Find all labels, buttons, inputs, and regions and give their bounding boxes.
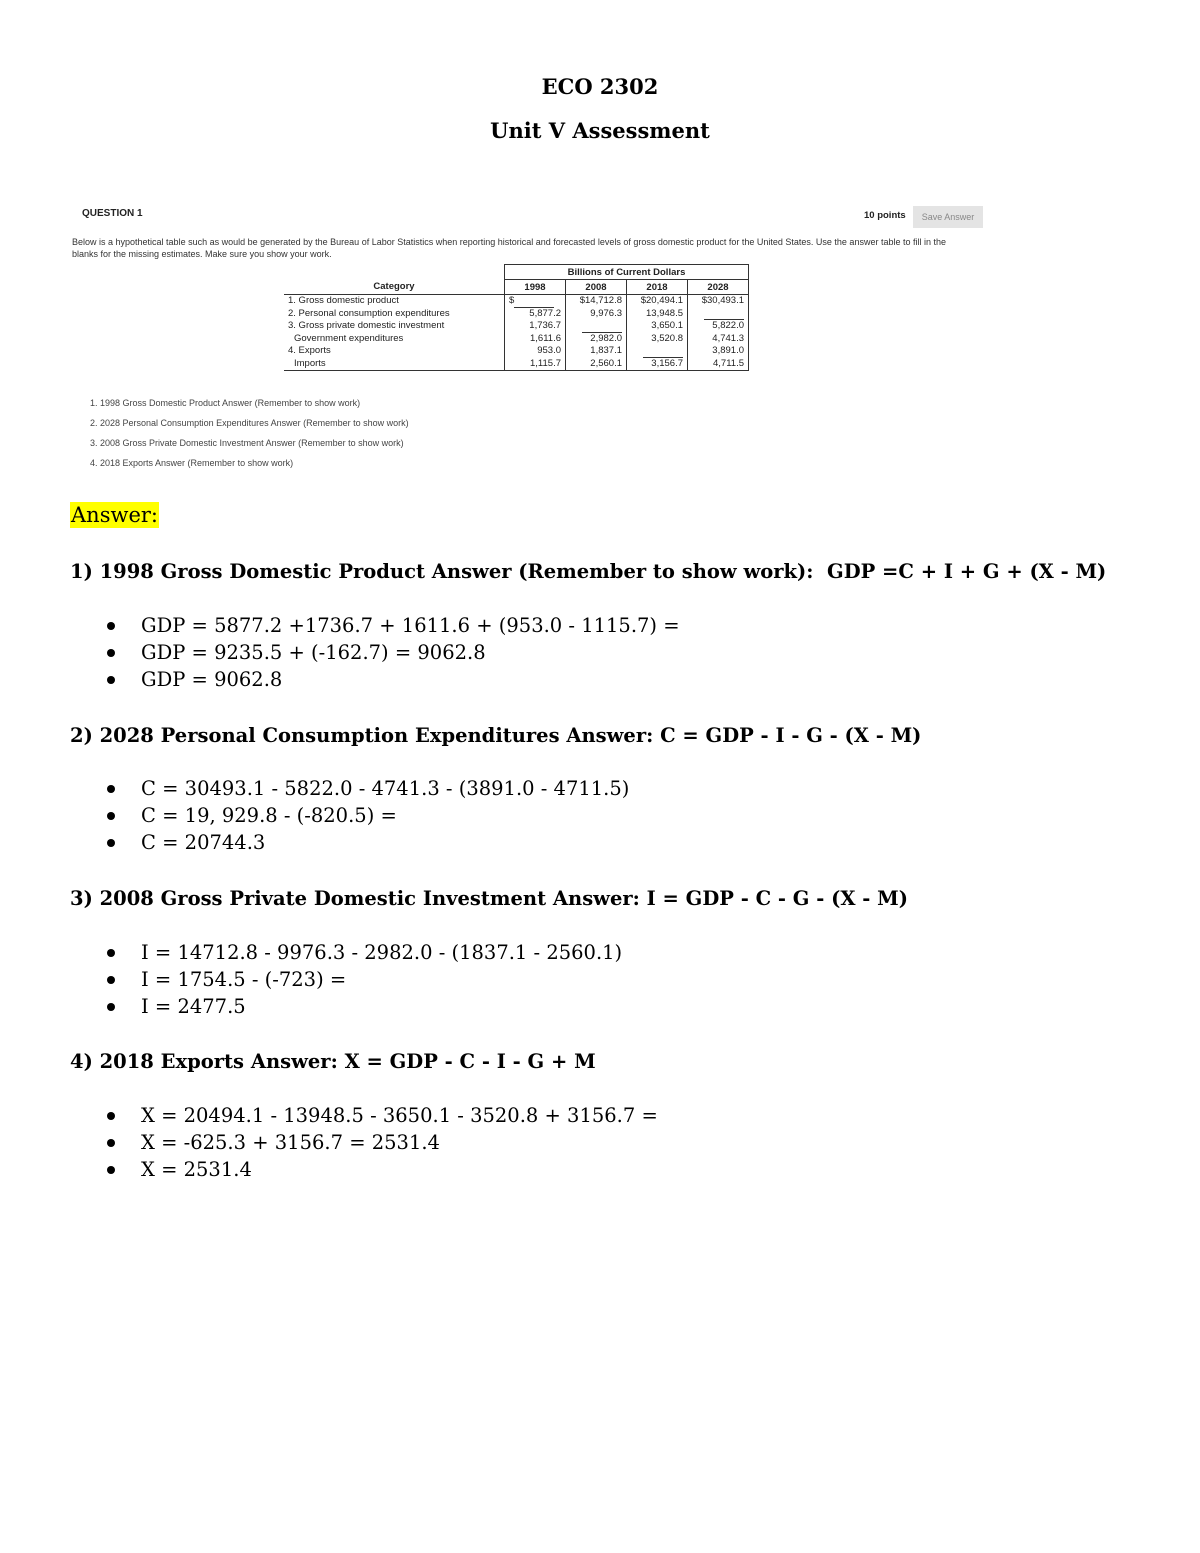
row-value: 1,611.6	[505, 333, 566, 346]
question-intro: Below is a hypothetical table such as would be generated by the Bureau of Labor Statistics when reporting historical and forecasted levels of gross domestic product for the United States. Use the answer table to fill in the blanks for the missing estimates. Make sure you show your work.	[72, 237, 946, 259]
list-item: GDP = 9062.8	[70, 666, 680, 693]
row-value: 2,982.0	[566, 333, 627, 346]
row-value: 3,650.1	[627, 320, 688, 333]
row-value: 3,520.8	[627, 333, 688, 346]
question-screenshot	[72, 200, 987, 480]
list-item: I = 2477.5	[70, 993, 622, 1020]
question-text: 4) 2018 Exports Answer:	[70, 1050, 338, 1073]
answer-question-2	[70, 724, 921, 747]
answer-steps-2	[70, 775, 629, 856]
year-header: 2018	[627, 280, 688, 295]
row-value: $20,494.1	[627, 295, 688, 308]
answer-steps-3	[70, 939, 622, 1020]
answer-steps-4	[70, 1102, 658, 1183]
list-item: X = -625.3 + 3156.7 = 2531.4	[70, 1129, 658, 1156]
year-header: 2008	[566, 280, 627, 295]
answer-label: Answer:	[71, 503, 158, 527]
document-title: Unit V Assessment	[490, 118, 710, 143]
row-value: 3,891.0	[688, 345, 749, 358]
table-row	[284, 358, 749, 371]
row-value: 13,948.5	[627, 308, 688, 321]
table-row	[284, 295, 749, 308]
row-category: 4. Exports	[288, 345, 331, 356]
gdp-table	[284, 264, 749, 371]
sub-question: 1. 1998 Gross Domestic Product Answer (Remember to show work)	[90, 398, 361, 408]
save-answer-button: Save Answer	[913, 206, 983, 228]
list-item: C = 20744.3	[70, 829, 629, 856]
row-value: $30,493.1	[688, 295, 749, 308]
table-row	[284, 320, 749, 333]
formula: C = GDP - I - G - (X - M)	[660, 724, 922, 747]
row-value: 1,837.1	[566, 345, 627, 358]
table-row	[284, 345, 749, 358]
row-category: 2. Personal consumption expenditures	[288, 307, 450, 319]
answer-steps-1	[70, 612, 680, 693]
formula: I = GDP - C - G - (X - M)	[646, 887, 908, 910]
table-row	[284, 308, 749, 321]
list-item: I = 1754.5 - (-723) =	[70, 966, 622, 993]
row-value: $14,712.8	[566, 295, 627, 308]
year-header: 1998	[505, 280, 566, 295]
row-category: 1. Gross domestic product	[288, 295, 399, 306]
row-value	[566, 320, 627, 333]
row-value: 1,115.7	[505, 358, 566, 371]
row-value: 9,976.3	[566, 308, 627, 321]
money-header: Billions of Current Dollars	[505, 265, 749, 280]
points-label: 10 points	[864, 210, 906, 221]
row-value: 2,560.1	[566, 358, 627, 371]
course-code: ECO 2302	[541, 74, 659, 99]
sub-question: 4. 2018 Exports Answer (Remember to show work)	[90, 458, 294, 468]
row-value: 4,711.5	[688, 358, 749, 371]
question-text: 1) 1998 Gross Domestic Product Answer (Remember to show work):	[70, 560, 814, 583]
list-item: I = 14712.8 - 9976.3 - 2982.0 - (1837.1 - 2560.1)	[70, 939, 622, 966]
list-item: GDP = 9235.5 + (-162.7) = 9062.8	[70, 639, 680, 666]
row-value: 3,156.7	[627, 358, 688, 371]
row-value: 5,877.2	[505, 308, 566, 321]
formula: GDP =C + I + G + (X - M)	[827, 560, 1107, 583]
row-value	[627, 345, 688, 358]
sub-question: 2. 2028 Personal Consumption Expenditures Answer (Remember to show work)	[90, 418, 409, 428]
question-text: 2) 2028 Personal Consumption Expenditures Answer:	[70, 724, 654, 747]
list-item: X = 20494.1 - 13948.5 - 3650.1 - 3520.8 + 3156.7 =	[70, 1102, 658, 1129]
answer-question-1	[70, 560, 1106, 583]
list-item: C = 19, 929.8 - (-820.5) =	[70, 802, 629, 829]
row-value: 4,741.3	[688, 333, 749, 346]
row-value: $	[505, 295, 566, 308]
year-header: 2028	[688, 280, 749, 295]
list-item: GDP = 5877.2 +1736.7 + 1611.6 + (953.0 - 1115.7) =	[70, 612, 680, 639]
table-row	[284, 333, 749, 346]
sub-question: 3. 2008 Gross Private Domestic Investment Answer (Remember to show work)	[90, 438, 404, 448]
answer-question-3	[70, 887, 908, 910]
answer-question-4	[70, 1050, 596, 1073]
list-item: C = 30493.1 - 5822.0 - 4741.3 - (3891.0 - 4711.5)	[70, 775, 629, 802]
question-heading: QUESTION 1	[82, 208, 143, 219]
category-header: Category	[284, 280, 505, 295]
row-value: 953.0	[505, 345, 566, 358]
row-value	[688, 308, 749, 321]
question-text: 3) 2008 Gross Private Domestic Investment Answer:	[70, 887, 640, 910]
row-value: 1,736.7	[505, 320, 566, 333]
formula: X = GDP - C - I - G + M	[344, 1050, 596, 1073]
row-category: 3. Gross private domestic investment	[288, 320, 445, 331]
list-item: X = 2531.4	[70, 1156, 658, 1183]
row-category: Imports	[284, 358, 505, 371]
row-value: 5,822.0	[688, 320, 749, 333]
row-category: Government expenditures	[294, 332, 404, 344]
